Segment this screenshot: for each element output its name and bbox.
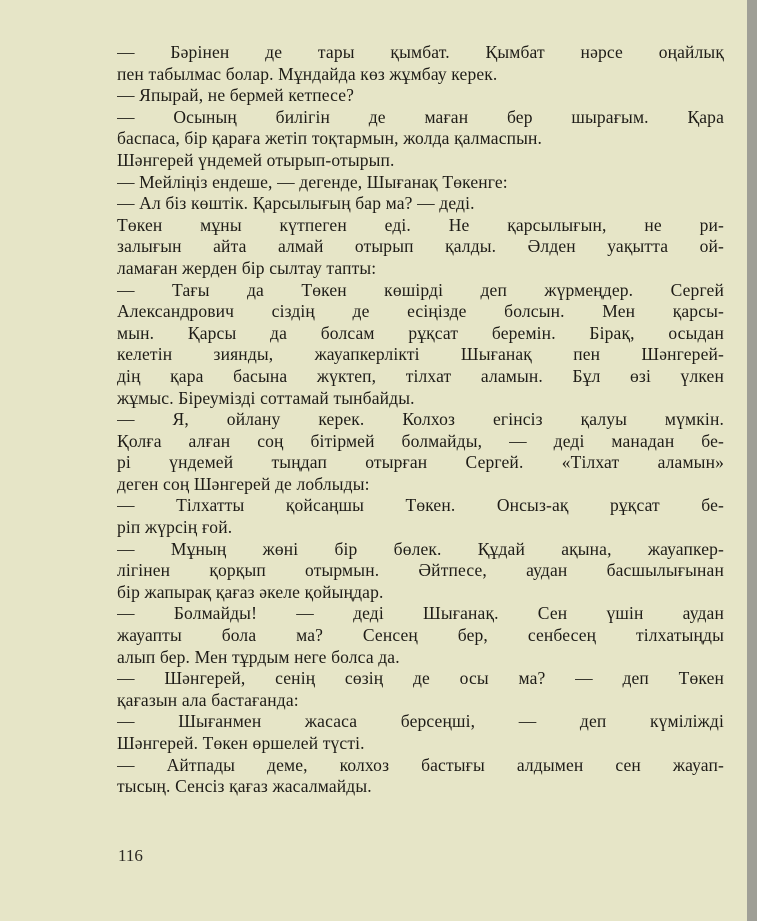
- text-line: Александрович сіздің де есіңізде болсын. Мен қарсы-: [117, 301, 724, 322]
- text-line: пен табылмас болар. Мұндайда көз жұмбау керек.: [117, 63, 498, 84]
- text-line: — Айтпады деме, колхоз бастығы алдымен сен жауап-: [117, 754, 724, 775]
- text-line: қағазын ала бастағанда:: [117, 689, 299, 710]
- text-line: баспаса, бір қараға жетіп тоқтармын, жолда қалмаспын.: [117, 128, 543, 149]
- text-line: келетін зиянды, жауапкерлікті Шығанақ пен Шәнгерей-: [117, 344, 724, 365]
- text-line: — Шығанмен жасаса берсеңші, — деп күміліжді: [117, 711, 724, 732]
- text-line: Шәнгерей. Төкен өршелей түсті.: [117, 733, 365, 753]
- text-line: алып бер. Мен тұрдым неге болса да.: [117, 646, 400, 667]
- text-line: — Бәрінен де тары қымбат. Қымбат нәрсе оңайлық: [117, 42, 724, 62]
- text-line: жауапты бола ма? Сенсең бер, сенбесең тілхатыңды: [117, 625, 724, 646]
- text-line: Қолға алған соң бітірмей болмайды, — деді манадан бе-: [117, 430, 724, 451]
- page-text: [117, 42, 724, 798]
- text-line: рі үндемей тыңдап отырған Сергей. «Тілхат аламын»: [117, 452, 724, 473]
- text-line: дің қара басына жүктеп, тілхат аламын. Бұл өзі үлкен: [117, 365, 724, 386]
- text-line: — Ал біз көштік. Қарсылығың бар ма? — деді.: [117, 193, 475, 214]
- text-line: Төкен мұны күтпеген еді. Не қарсылығын, не ри-: [117, 214, 724, 235]
- text-line: ламаған жерден бір сылтау тапты:: [117, 257, 377, 278]
- text-line: залығын айта алмай отырып қалды. Әлден уақытта ой-: [117, 236, 724, 257]
- text-line: — Тағы да Төкен көшірді деп жүрмеңдер. Сергей: [117, 279, 724, 300]
- text-line: мын. Қарсы да болсам рұқсат беремін. Бірақ, осыдан: [117, 322, 724, 343]
- page-number: 116: [118, 846, 143, 865]
- text-line: деген соң Шәнгерей де лоблыды:: [117, 473, 370, 494]
- text-line: — Мейліңіз ендеше, — дегенде, Шығанақ Төкенге:: [117, 171, 508, 192]
- text-line: жұмыс. Біреумізді соттамай тынбайды.: [117, 387, 415, 408]
- text-line: Шәнгерей үндемей отырып-отырып.: [117, 149, 395, 170]
- text-line: — Болмайды! — деді Шығанақ. Сен үшін аудан: [117, 603, 724, 624]
- text-line: лігінен қорқып отырмын. Әйтпесе, аудан басшылығынан: [117, 560, 724, 581]
- text-line: — Осының билігін де маған бер шырағым. Қара: [117, 106, 724, 127]
- text-line: — Тілхатты қойсаңшы Төкен. Онсыз-ақ рұқсат бе-: [117, 495, 724, 516]
- text-line: тысың. Сенсіз қағаз жасалмайды.: [117, 776, 372, 797]
- text-line: — Япырай, не бермей кетпесе?: [117, 85, 355, 106]
- text-line: ріп жүрсің ғой.: [117, 517, 233, 538]
- text-line: — Я, ойлану керек. Колхоз егінсіз қалуы мүмкін.: [117, 409, 724, 430]
- scan-edge: [747, 0, 757, 921]
- text-line: — Шәнгерей, сенің сөзің де осы ма? — деп Төкен: [117, 668, 724, 689]
- text-line: бір жапырақ қағаз әкеле қойыңдар.: [117, 581, 384, 602]
- text-line: — Мұның жөні бір бөлек. Құдай ақына, жауапкер-: [117, 538, 724, 559]
